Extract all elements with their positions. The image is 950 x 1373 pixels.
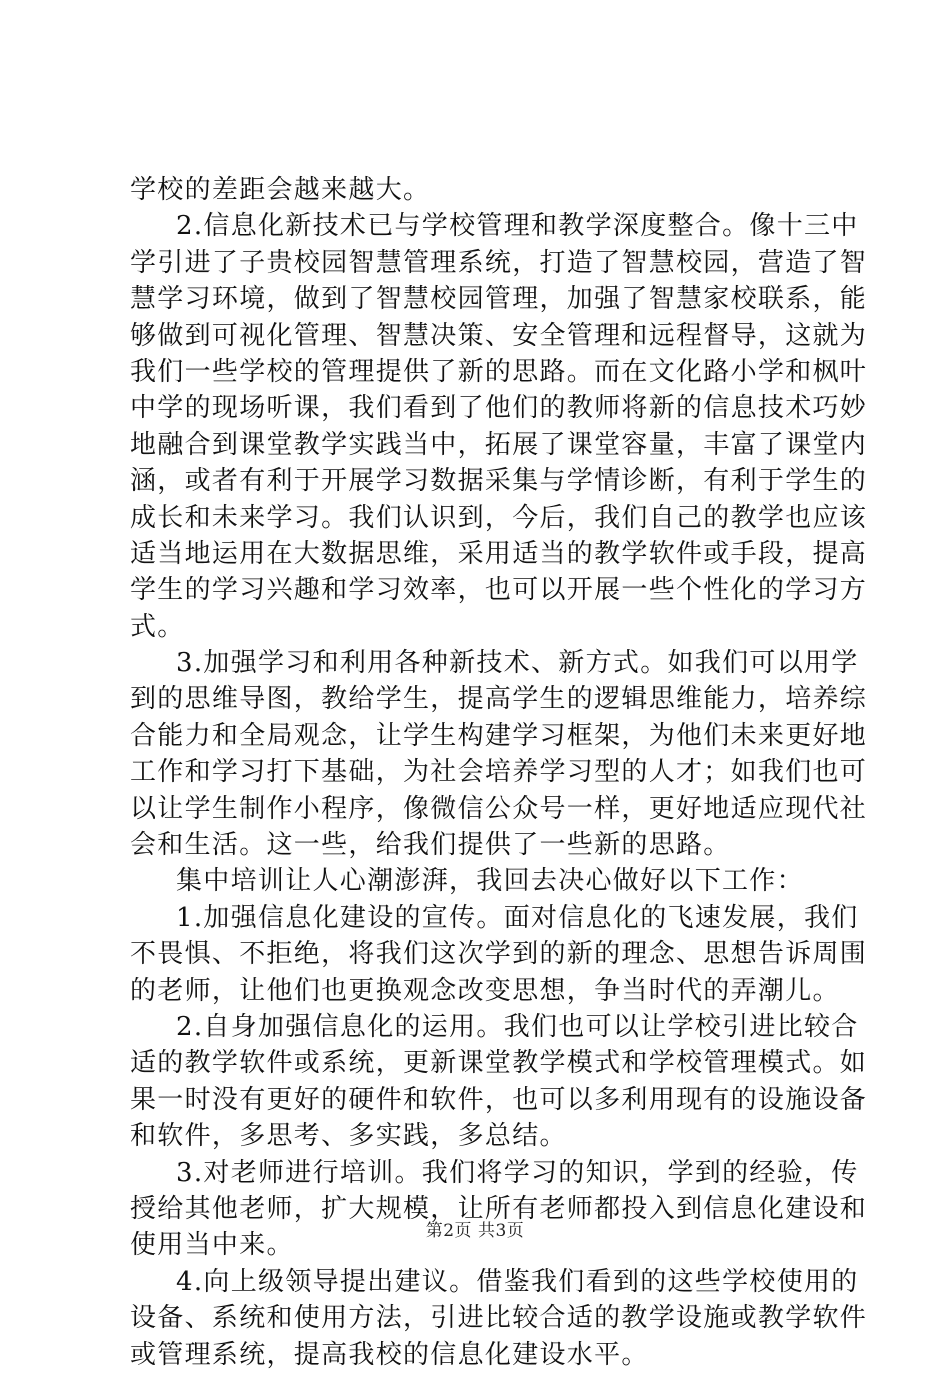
text-line: 2.自身加强信息化的运用。我们也可以让学校引进比较合: [176, 1011, 859, 1042]
text-line: 涵，或者有利于开展学习数据采集与学情诊断，有利于学生的: [130, 466, 868, 497]
document-body: [130, 172, 868, 1373]
text-line: 的老师，让他们也更换观念改变思想，争当时代的弄潮儿。: [130, 975, 840, 1006]
text-line: 合能力和全局观念，让学生构建学习框架，为他们未来更好地: [130, 720, 868, 751]
text-line: 学校的差距会越来越大。: [130, 175, 431, 205]
text-line: 适的教学软件或系统，更新课堂教学模式和学校管理模式。如: [130, 1048, 868, 1079]
text-line: 以让学生制作小程序，像微信公众号一样，更好地适应现代社: [130, 793, 868, 824]
text-line: 2.信息化新技术已与学校管理和教学深度整合。像十三中: [176, 211, 859, 242]
text-line: 成长和未来学习。我们认识到，今后，我们自己的教学也应该: [130, 502, 868, 533]
text-line: 集中培训让人心潮澎湃，我回去决心做好以下工作：: [176, 866, 804, 897]
text-line: 慧学习环境，做到了智慧校园管理，加强了智慧家校联系，能: [130, 284, 868, 315]
text-line: 学生的学习兴趣和学习效率，也可以开展一些个性化的学习方: [130, 575, 868, 606]
text-line: 不畏惧、不拒绝，将我们这次学到的新的理念、思想告诉周围: [130, 939, 868, 970]
text-line: 地融合到课堂教学实践当中，拓展了课堂容量，丰富了课堂内: [130, 429, 868, 460]
text-line: 工作和学习打下基础，为社会培养学习型的人才；如我们也可: [130, 757, 868, 788]
text-line: 和软件，多思考、多实践，多总结。: [130, 1121, 567, 1152]
text-line: 够做到可视化管理、智慧决策、安全管理和远程督导，这就为: [130, 320, 868, 351]
text-line: 果一时没有更好的硬件和软件，也可以多利用现有的设施设备: [130, 1084, 868, 1115]
text-line: 1.加强信息化建设的宣传。面对信息化的飞速发展，我们: [176, 902, 859, 933]
text-line: 4.向上级领导提出建议。借鉴我们看到的这些学校使用的: [176, 1266, 859, 1297]
text-line: 中学的现场听课，我们看到了他们的教师将新的信息技术巧妙: [130, 393, 868, 424]
text-line: 授给其他老师，扩大规模，让所有老师都投入到信息化建设和: [130, 1193, 868, 1224]
text-line: 学引进了子贵校园智慧管理系统，打造了智慧校园，营造了智: [130, 247, 868, 278]
text-line: 3.对老师进行培训。我们将学习的知识，学到的经验，传: [176, 1157, 859, 1188]
text-line: 我们一些学校的管理提供了新的思路。而在文化路小学和枫叶: [130, 356, 868, 387]
text-line: 或管理系统，提高我校的信息化建设水平。: [130, 1339, 649, 1370]
text-line: 到的思维导图，教给学生，提高学生的逻辑思维能力，培养综: [130, 684, 868, 715]
text-line: 设备、系统和使用方法，引进比较合适的教学设施或教学软件: [130, 1303, 868, 1334]
page-footer: 第2页 共3页: [425, 1221, 525, 1241]
text-line: 适当地运用在大数据思维，采用适当的教学软件或手段，提高: [130, 538, 868, 569]
text-line: 会和生活。这一些，给我们提供了一些新的思路。: [130, 830, 731, 861]
text-line: 3.加强学习和利用各种新技术、新方式。如我们可以用学: [176, 648, 859, 679]
text-line: 使用当中来。: [130, 1230, 294, 1261]
text-line: 式。: [130, 611, 185, 642]
